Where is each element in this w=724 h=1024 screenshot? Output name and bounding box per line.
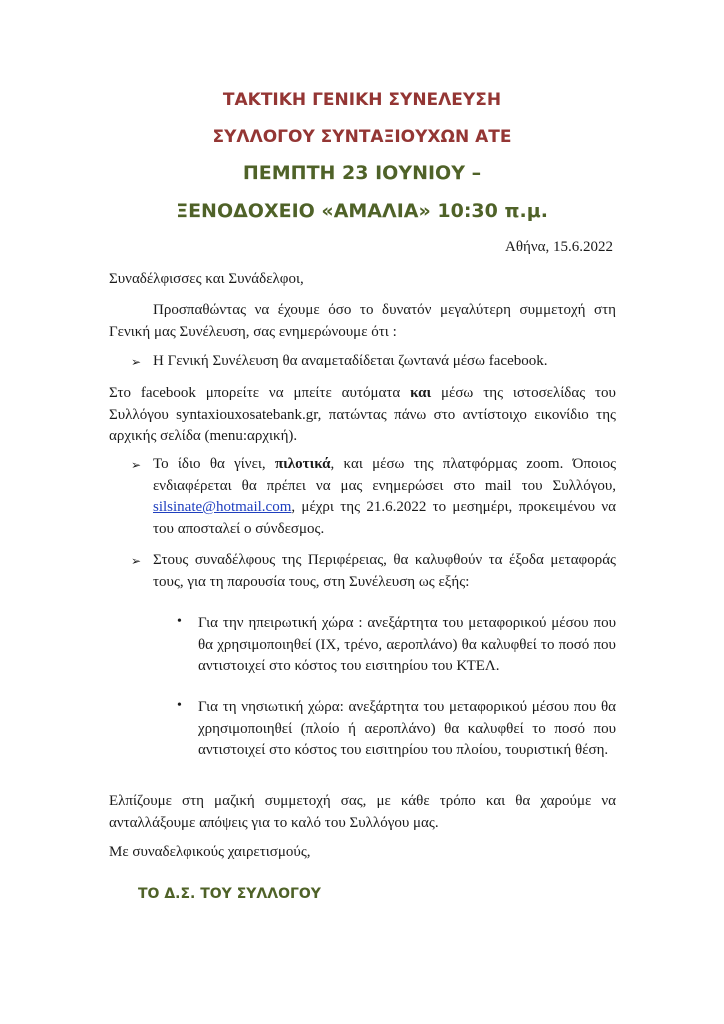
sub-item-islands: Για τη νησιωτική χώρα: ανεξάρτητα του μεταφορικού μέσου που θα χρησιμοποιηθεί (πλοίο ή αεροπλάνο) θα καλυφθεί το ποσό που αντιστοιχεί στο κόστος του εισιτηρίου του πλοίου, τουριστική θέση. bbox=[198, 699, 616, 758]
list-item-zoom-bold: πιλοτικά bbox=[274, 456, 331, 472]
regards-line: Με συναδελφικούς χαιρετισμούς, bbox=[109, 844, 311, 860]
facebook-paragraph-text: Στο facebook μπορείτε να μπείτε αυτόματα bbox=[109, 385, 411, 401]
list-item-zoom-text: Το ίδιο θα γίνει, bbox=[153, 456, 275, 472]
facebook-paragraph-text-end: μέσω της ιστοσελίδας του Συλλόγου syntaxiouxosatebank.gr, πατώντας πάνω στο αντίστοιχο εικονίδιο της αρχικής σελίδα (menu:αρχική). bbox=[109, 385, 616, 444]
facebook-paragraph bbox=[109, 383, 616, 448]
closing-paragraph: Ελπίζουμε στη μαζική συμμετοχή σας, με κάθε τρόπο και θα χαρούμε να ανταλλάξουμε απόψεις για το καλό του Συλλόγου μας. bbox=[109, 793, 616, 831]
arrow-bullet-icon: ➢ bbox=[131, 458, 142, 472]
round-bullet-icon: • bbox=[177, 614, 182, 629]
round-bullet-icon: • bbox=[177, 698, 182, 713]
list-item-zoom-text-mid: , και μέσω της πλατφόρμας zoom. Όποιος ενδιαφέρεται θα πρέπει να μας ενημερώσει στο mail του Συλλόγου, bbox=[153, 456, 617, 494]
header-title-line1: ΤΑΚΤΙΚΗ ΓΕΝΙΚΗ ΣΥΝΕΛΕΥΣΗ bbox=[222, 90, 502, 110]
email-link[interactable]: silsinate@hotmail.com bbox=[153, 499, 292, 515]
signature: ΤΟ Δ.Σ. ΤΟΥ ΣΥΛΛΟΓΟΥ bbox=[138, 886, 321, 902]
header-venue-line: ΞΕΝΟΔΟΧΕΙΟ «ΑΜΑΛΙΑ» 10:30 π.μ. bbox=[176, 200, 548, 222]
list-item-zoom bbox=[153, 454, 616, 540]
header-date-line: ΠΕΜΠΤΗ 23 ΙΟΥΝΙΟΥ – bbox=[242, 162, 482, 184]
arrow-bullet-icon: ➢ bbox=[131, 355, 142, 369]
arrow-bullet-icon: ➢ bbox=[131, 554, 142, 568]
list-item-travel: Στους συναδέλφους της Περιφέρειας, θα καλυφθούν τα έξοδα μεταφοράς τους, για τη παρουσία τους, στη Συνέλευση ως εξής: bbox=[153, 552, 616, 590]
intro-paragraph: Προσπαθώντας να έχουμε όσο το δυνατόν μεγαλύτερη συμμετοχή στη Γενική μας Συνέλευση, σας ενημερώνουμε ότι : bbox=[109, 302, 616, 340]
list-item-zoom-text-end: , μέχρι της 21.6.2022 το μεσημέρι, προκειμένου να του αποσταλεί ο σύνδεσμος. bbox=[153, 499, 616, 537]
greeting: Συναδέλφισσες και Συνάδελφοι, bbox=[109, 271, 304, 287]
header-title-line2: ΣΥΛΛΟΓΟΥ ΣΥΝΤΑΞΙΟΥΧΩΝ ΑΤΕ bbox=[212, 127, 512, 147]
facebook-paragraph-bold: και bbox=[410, 385, 432, 401]
sub-item-mainland: Για την ηπειρωτική χώρα : ανεξάρτητα του μεταφορικού μέσου που θα χρησιμοποιηθεί (ΙΧ, τρένο, αεροπλάνο) θα καλυφθεί το ποσό που αντιστοιχεί στο κόστος του εισιτηρίου του ΚΤΕΛ. bbox=[198, 615, 616, 674]
list-item-facebook: Η Γενική Συνέλευση θα αναμεταδίδεται ζωντανά μέσω facebook. bbox=[153, 353, 548, 369]
document-date: Αθήνα, 15.6.2022 bbox=[504, 239, 613, 255]
